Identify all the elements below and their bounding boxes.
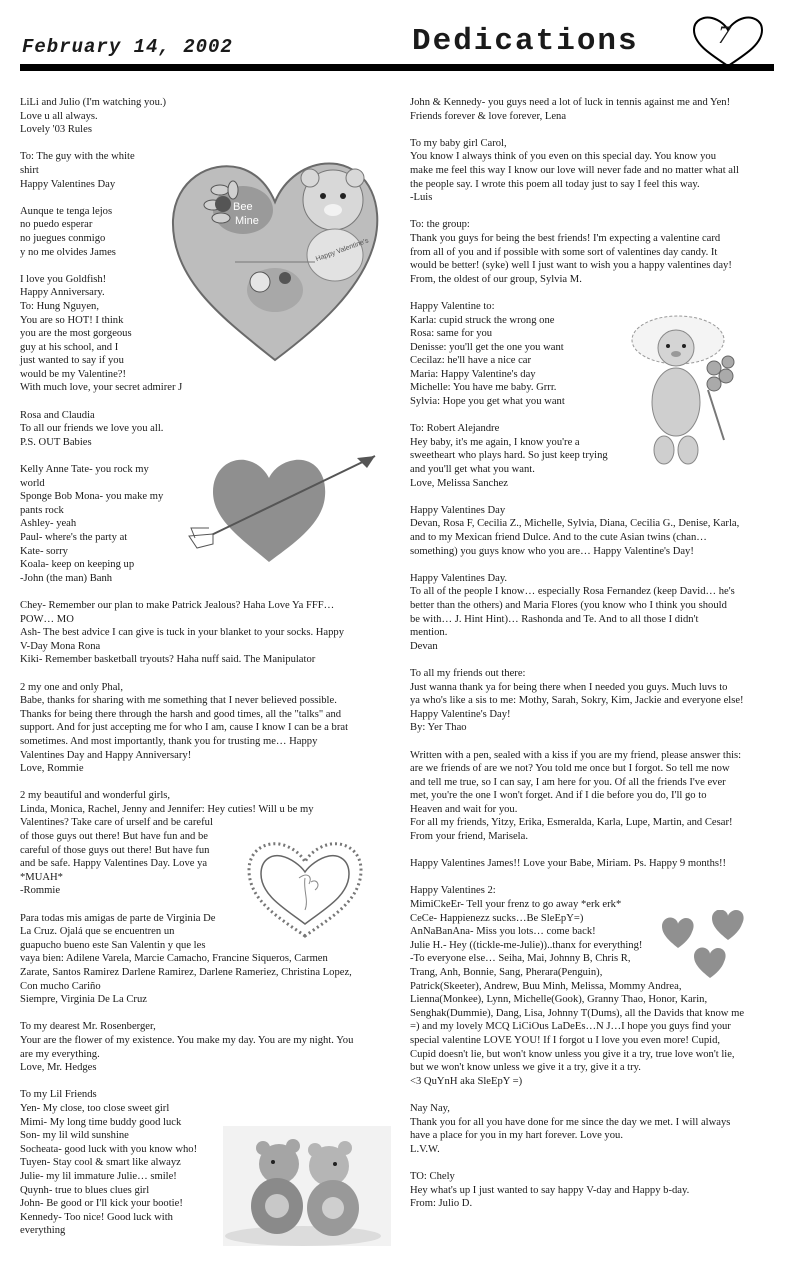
- text-line: John & Kennedy- you guys need a lot of luck in tennis against me and Yen!: [410, 97, 731, 108]
- balloon-text-bee: Bee: [233, 201, 253, 213]
- text-line: Nay Nay,: [410, 1102, 450, 1114]
- heart-balloon-bears-image: [165, 150, 387, 372]
- text-line: Happy Valentines Day: [20, 178, 116, 190]
- text-line: Chey- Remember our plan to make Patrick Jealous? Haha Love Ya FFF…: [20, 599, 335, 611]
- text-line: Happy Valentines Day: [410, 504, 506, 516]
- text-line: Mimi- My long time buddy good luck: [20, 1116, 182, 1128]
- dedication-block: [410, 857, 768, 871]
- dedication-block: [20, 681, 388, 776]
- text-line: Rosa and Claudia: [20, 409, 95, 421]
- text-line: From your friend, Marisela.: [410, 831, 528, 843]
- text-line: -John (the man) Banh: [20, 572, 113, 584]
- text-line: Kennedy- Too nice! Good luck with: [20, 1211, 173, 1223]
- text-line: From, the oldest of our group, Sylvia M.: [410, 273, 582, 285]
- text-line: Kiki- Remember basketball tryouts? Haha nuff said. The Manipulator: [20, 654, 316, 666]
- text-line: You are so HOT! I think: [20, 314, 124, 326]
- text-line: To all our friends we love you all.: [20, 423, 164, 435]
- text-line: Cupid doesn't lie, but won't know unless you give it a try, true love won't lie,: [410, 1048, 735, 1060]
- text-line: To: Robert Alejandre: [410, 423, 500, 435]
- text-line: Koala- keep on keeping up: [20, 559, 135, 571]
- text-line: Thank you guys for being the best friends! I'm expecting a valentine card: [410, 232, 721, 244]
- text-line: Julie H.- Hey ((tickle-me-Julie))..thanx for everything!: [410, 939, 643, 951]
- bear-with-flowers-image: [628, 310, 748, 470]
- text-line: pants rock: [20, 504, 64, 516]
- text-line: Con mucho Cariño: [20, 980, 101, 992]
- text-line: To: Hung Nguyen,: [20, 300, 99, 312]
- text-line: you are the most gorgeous: [20, 328, 132, 340]
- text-line: -Luis: [410, 192, 433, 204]
- text-line: Maria: Happy Valentine's day: [410, 368, 536, 380]
- text-line: =) and my lovely MCQ LiCiOus LaDeEs…N J…I hope you guys find your: [410, 1021, 731, 1033]
- dedication-block: [410, 96, 768, 123]
- dedication-block: [410, 749, 768, 844]
- text-line: Trang, Anh, Bonnie, Sang, Pherara(Penguin),: [410, 967, 603, 978]
- right-column: [410, 96, 768, 1224]
- text-line: Lienna(Monkee), Lynn, Michelle(Gook), Granny Thao, Honor, Karin,: [410, 994, 708, 1006]
- text-line: sometimes. And most importantly, thank you for trusting me… Happy: [20, 735, 318, 747]
- issue-date: February 14, 2002: [22, 36, 233, 58]
- text-line: Paul- where's the party at: [20, 532, 128, 543]
- text-line: Para todas mis amigas de parte de Virginia De: [20, 912, 216, 924]
- dedication-block: [410, 667, 768, 735]
- text-line: Kelly Anne Tate- you rock my: [20, 464, 149, 476]
- text-line: To: the group:: [410, 219, 470, 231]
- text-line: Karla: cupid struck the wrong one: [410, 314, 555, 326]
- text-line: Cecilaz: he'll have a nice car: [410, 355, 532, 367]
- lace-heart-image: [243, 838, 367, 942]
- text-line: vaya bien: Adilene Varela, Marcie Camacho, Francine Siqueros, Carmen: [20, 953, 328, 965]
- text-line: Valentines? Take care of urself and be careful: [20, 817, 213, 829]
- text-line: Senghak(Dummie), Dang, Lisa, Johnny T(Dums), all the Davids that know me: [410, 1007, 745, 1019]
- text-line: guapucho bueno este San Valentin y que les: [20, 939, 206, 951]
- text-line: Hey baby, it's me again, I know you're a: [410, 436, 580, 448]
- text-line: TO: Chely: [410, 1170, 455, 1182]
- text-line: Written with a pen, sealed with a kiss if you are my friend, please answer this:: [410, 749, 742, 761]
- text-line: of those guys out there! But have fun and be: [20, 831, 208, 843]
- text-line: P.S. OUT Babies: [20, 436, 92, 448]
- text-line: and to my Mexican friend Dulce. And to the cute Asian twins (chan…: [410, 532, 707, 543]
- text-line: Zarate, Santos Ramirez Darlene Ramirez, Darlene Rameriez, Christina Lopez,: [20, 967, 352, 978]
- text-line: La Cruz. Ojalá que se encuentren un: [20, 926, 175, 938]
- header-divider: [20, 64, 774, 71]
- text-line: Devan: [410, 640, 438, 652]
- text-line: Sponge Bob Mona- you make my: [20, 491, 164, 503]
- text-line: I love you Goldfish!: [20, 273, 107, 285]
- text-line: Love u all always.: [20, 110, 98, 122]
- text-line: Tuyen- Stay cool & smart like alwayz: [20, 1157, 181, 1169]
- text-line: 2 my one and only Phal,: [20, 681, 123, 693]
- text-line: would be my Valentine?!: [20, 368, 127, 380]
- text-line: mention.: [410, 627, 448, 639]
- text-line: Patrick(Skeeter), Andrew, Buu Minh, Melissa, Mommy Andrea,: [410, 980, 682, 992]
- text-line: Happy Valentine to:: [410, 300, 495, 312]
- text-line: LiLi and Julio (I'm watching you.): [20, 97, 167, 108]
- balloon-text-mine: Mine: [235, 215, 259, 227]
- page-title: Dedications: [412, 24, 639, 59]
- text-line: Thanks for being there through the harsh and good times, all the "talks" and: [20, 708, 342, 720]
- dedication-block: [410, 137, 768, 205]
- text-line: support. And for just accepting me for who I am, cause I know I can be a brat: [20, 722, 349, 734]
- text-line: Rosa: same for you: [410, 328, 493, 340]
- text-line: To all my friends out there:: [410, 667, 526, 679]
- text-line: would be better! (syke) well I just want to wish you a happy valentines day!: [410, 260, 732, 272]
- text-line: Valentines Day and Happy Anniversary!: [20, 749, 192, 761]
- text-line: Socheata- good luck with you know who!: [20, 1143, 198, 1155]
- text-line: everything: [20, 1225, 66, 1237]
- text-line: To all of the people I know… especially Rosa Fernandez (keep David… he's: [410, 586, 735, 598]
- dedication-block: [410, 218, 768, 286]
- dedication-block: [20, 96, 388, 137]
- text-line: Hey what's up I just wanted to say happy V-day and Happy b-day.: [410, 1184, 690, 1196]
- text-line: Devan, Rosa F, Cecilia Z., Michelle, Sylvia, Diana, Cecilia G., Denise, Karla,: [410, 518, 740, 530]
- dedication-block: [410, 504, 768, 558]
- text-line: Your are the flower of my existence. You make my day. You are my night. You: [20, 1034, 354, 1046]
- text-line: L.V.W.: [410, 1143, 440, 1155]
- text-line: By: Yer Thao: [410, 722, 467, 734]
- kissing-bears-image: [223, 1126, 391, 1246]
- page-number: 7: [718, 22, 731, 49]
- dedication-block: [410, 1102, 768, 1156]
- text-line: and be safe. Happy Valentines Day. Love ya: [20, 858, 208, 870]
- text-line: You know I always think of you even on this special day. You know you: [410, 151, 717, 163]
- page-number-heart: [690, 14, 766, 70]
- heart-arrow-image: [183, 444, 385, 564]
- text-line: special valentine LOVE YOU! If I forgot u I love you even more! Cupid,: [410, 1034, 721, 1046]
- text-line: just wanted to say if you: [20, 355, 124, 367]
- text-line: Babe, thanks for sharing with me something that I never believed possible.: [20, 695, 337, 707]
- text-line: Yen- My close, too close sweet girl: [20, 1102, 170, 1114]
- text-line: y no me olvides James: [20, 246, 116, 258]
- text-line: no juegues conmigo: [20, 232, 106, 244]
- text-line: met, you're the one I won't forget. And if I die before you do, I'll go to: [410, 790, 707, 802]
- text-line: and tell me true, so I can say, I am here for you. Of all the friends I've ever: [410, 776, 726, 788]
- text-line: the people say. I wrote this poem all today just to say I feel this way.: [410, 178, 700, 190]
- text-line: sweetheart who plays hard. So just keep trying: [410, 450, 608, 462]
- text-line: Happy Valentines James!! Love your Babe, Miriam. Ps. Happy 9 months!!: [410, 858, 727, 870]
- dedication-block: [20, 1020, 388, 1074]
- text-line: guy at his school, and I: [20, 341, 119, 353]
- text-line: are we friends of are we not? You told me once but I forgot. So tell me now: [410, 763, 730, 775]
- text-line: Lovely '03 Rules: [20, 124, 92, 136]
- text-line: Happy Valentines 2:: [410, 885, 496, 897]
- text-line: Kate- sorry: [20, 545, 68, 557]
- text-line: careful of those guys out there! But have fun: [20, 844, 210, 856]
- text-line: Linda, Monica, Rachel, Jenny and Jennifer: Hey cuties! Will u be my: [20, 803, 314, 815]
- dedication-block: [410, 1170, 768, 1211]
- three-hearts-image: [658, 910, 748, 980]
- text-line: Quynh- true to blues clues girl: [20, 1184, 150, 1196]
- text-line: -Rommie: [20, 885, 61, 897]
- text-line: Julie- my lil immature Julie… smile!: [20, 1170, 177, 1182]
- text-line: no puedo esperar: [20, 219, 93, 231]
- text-line: Siempre, Virginia De La Cruz: [20, 994, 147, 1006]
- text-line: To my baby girl Carol,: [410, 137, 507, 149]
- text-line: POW… MO: [20, 613, 74, 625]
- text-line: something) you guys know who you are… Happy Valentine's Day!: [410, 545, 694, 557]
- text-line: are my everything.: [20, 1048, 100, 1060]
- text-line: From: Julio D.: [410, 1198, 473, 1210]
- text-line: Michelle: You have me baby. Grrr.: [410, 382, 557, 394]
- text-line: and you'll get what you want.: [410, 464, 535, 476]
- text-line: V-Day Mona Rona: [20, 640, 101, 652]
- text-line: Love, Rommie: [20, 763, 84, 775]
- text-line: For all my friends, Yitzy, Erika, Esmeralda, Karla, Lupe, Martin, and Cesar!: [410, 817, 733, 829]
- text-line: Denisse: you'll get the one you want: [410, 341, 564, 353]
- text-line: Happy Valentine's Day!: [410, 708, 511, 720]
- text-line: Just wanna thank ya for being there when I needed you guys. Much luvs to: [410, 681, 728, 693]
- text-line: but we won't know unless we give it a try, give it a try.: [410, 1062, 641, 1074]
- text-line: Thank you for all you have done for me since the day we met. I will always: [410, 1116, 731, 1128]
- text-line: To my dearest Mr. Rosenberger,: [20, 1021, 156, 1033]
- text-line: Ash- The best advice I can give is tuck in your blanket to your socks. Happy: [20, 627, 345, 639]
- text-line: *MUAH*: [20, 871, 63, 883]
- text-line: Heaven and wait for you.: [410, 803, 518, 815]
- text-line: be with… J. Hint Hint)… Rashonda and Te. And to all those I didn't: [410, 613, 699, 625]
- text-line: Happy Valentines Day.: [410, 572, 508, 584]
- text-line: make me feel this way I know our love will never fade and no matter what all: [410, 164, 739, 176]
- text-line: world: [20, 477, 45, 489]
- text-line: Son- my lil wild sunshine: [20, 1130, 129, 1142]
- text-line: Love, Melissa Sanchez: [410, 477, 508, 489]
- text-line: John- Be good or I'll kick your bootie!: [20, 1198, 183, 1210]
- balloon-text-happy-valentines: Happy Valentine's: [314, 237, 370, 264]
- text-line: Aunque te tenga lejos: [20, 205, 113, 217]
- text-line: To my Lil Friends: [20, 1089, 97, 1101]
- text-line: from all of you and if possible with some sort of valentines day candy. It: [410, 246, 718, 258]
- text-line: CeCe- Happienezz sucks…Be SleEpY=): [410, 912, 584, 924]
- text-line: shirt: [20, 164, 39, 176]
- dedication-block: [20, 599, 388, 667]
- text-line: MimiCkeEr- Tell your frenz to go away *erk erk*: [410, 899, 622, 911]
- text-line: <3 QuYnH aka SleEpY =): [410, 1075, 523, 1087]
- text-line: better than the others) and Maria Flores (you know who I think you should: [410, 599, 727, 611]
- text-line: To: The guy with the white: [20, 151, 135, 163]
- text-line: Love, Mr. Hedges: [20, 1062, 97, 1074]
- text-line: -To everyone else… Seiha, Mai, Johnny B, Chris R,: [410, 953, 631, 965]
- dedication-block: [410, 572, 768, 654]
- text-line: Friends forever & love forever, Lena: [410, 110, 567, 122]
- text-line: Ashley- yeah: [20, 518, 77, 530]
- text-line: With much love, your secret admirer J: [20, 382, 183, 394]
- text-line: ya who's like a sis to me: Mothy, Sarah, Sokry, Kim, Jackie and everyone else!: [410, 695, 744, 707]
- text-line: have a place for you in my hart forever. Love you.: [410, 1130, 623, 1142]
- text-line: AnNaBanAna- Miss you lots… come back!: [410, 926, 596, 938]
- text-line: Happy Anniversary.: [20, 287, 105, 299]
- text-line: 2 my beautiful and wonderful girls,: [20, 790, 171, 802]
- text-line: Sylvia: Hope you get what you want: [410, 396, 565, 408]
